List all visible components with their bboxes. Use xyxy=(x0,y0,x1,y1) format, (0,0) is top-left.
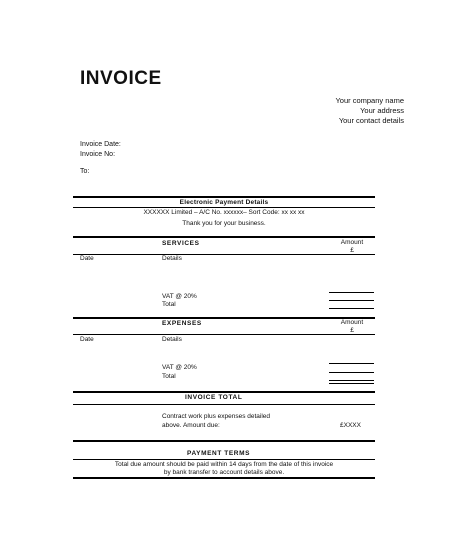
amount-label: Amount xyxy=(340,239,364,246)
expenses-total-label: Total xyxy=(162,373,176,380)
total-double-line xyxy=(329,383,374,384)
expenses-vat-label: VAT @ 20% xyxy=(162,364,197,371)
invoice-total-text-2: above. Amount due: xyxy=(162,422,220,429)
services-total-label: Total xyxy=(162,301,176,308)
payment-terms-heading: PAYMENT TERMS xyxy=(187,450,251,457)
amount-label: Amount xyxy=(340,319,364,326)
subtotal-line xyxy=(329,292,374,293)
currency-symbol: £ xyxy=(350,326,354,334)
payment-terms-line-1: Total due amount should be paid within 14 days from the date of this invoice xyxy=(114,461,334,468)
company-block xyxy=(335,96,404,126)
payment-details-heading: Electronic Payment Details xyxy=(179,199,269,206)
divider xyxy=(73,254,375,255)
subtotal-line xyxy=(329,363,374,364)
divider xyxy=(73,236,375,238)
total-line xyxy=(329,380,374,381)
services-date-label: Date xyxy=(80,255,94,262)
divider xyxy=(73,207,375,208)
divider xyxy=(73,391,375,393)
invoice-total-amount: £XXXX xyxy=(340,422,361,429)
company-name: Your company name xyxy=(335,96,404,105)
services-heading: SERVICES xyxy=(162,240,200,247)
company-address: Your address xyxy=(360,106,404,115)
company-contact: Your contact details xyxy=(338,116,404,125)
invoice-date-label: Invoice Date: xyxy=(80,141,121,148)
divider xyxy=(73,459,375,460)
thank-you-note: Thank you for your business. xyxy=(182,220,266,227)
expenses-details-label: Details xyxy=(162,336,182,343)
divider xyxy=(73,334,375,335)
invoice-total-text-1: Contract work plus expenses detailed xyxy=(162,413,271,420)
invoice-total-heading: INVOICE TOTAL xyxy=(185,394,243,401)
expenses-amount-header xyxy=(328,319,376,334)
vat-line xyxy=(329,372,374,373)
divider xyxy=(73,440,375,442)
divider xyxy=(73,196,375,198)
vat-line xyxy=(329,300,374,301)
currency-symbol: £ xyxy=(350,246,354,254)
expenses-heading: EXPENSES xyxy=(162,320,202,327)
services-details-label: Details xyxy=(162,255,182,262)
to-label: To: xyxy=(80,168,90,175)
services-vat-label: VAT @ 20% xyxy=(162,293,197,300)
services-amount-header xyxy=(328,239,376,254)
invoice-title: INVOICE xyxy=(80,68,162,89)
divider xyxy=(73,477,375,479)
invoice-number-label: Invoice No: xyxy=(80,151,116,158)
expenses-date-label: Date xyxy=(80,336,94,343)
total-line xyxy=(329,308,374,309)
divider xyxy=(73,404,375,405)
payment-terms-line-2: by bank transfer to account details above. xyxy=(163,469,285,476)
account-details: XXXXXX Limited – A/C No. xxxxxx– Sort Code: xx xx xx xyxy=(143,209,305,216)
